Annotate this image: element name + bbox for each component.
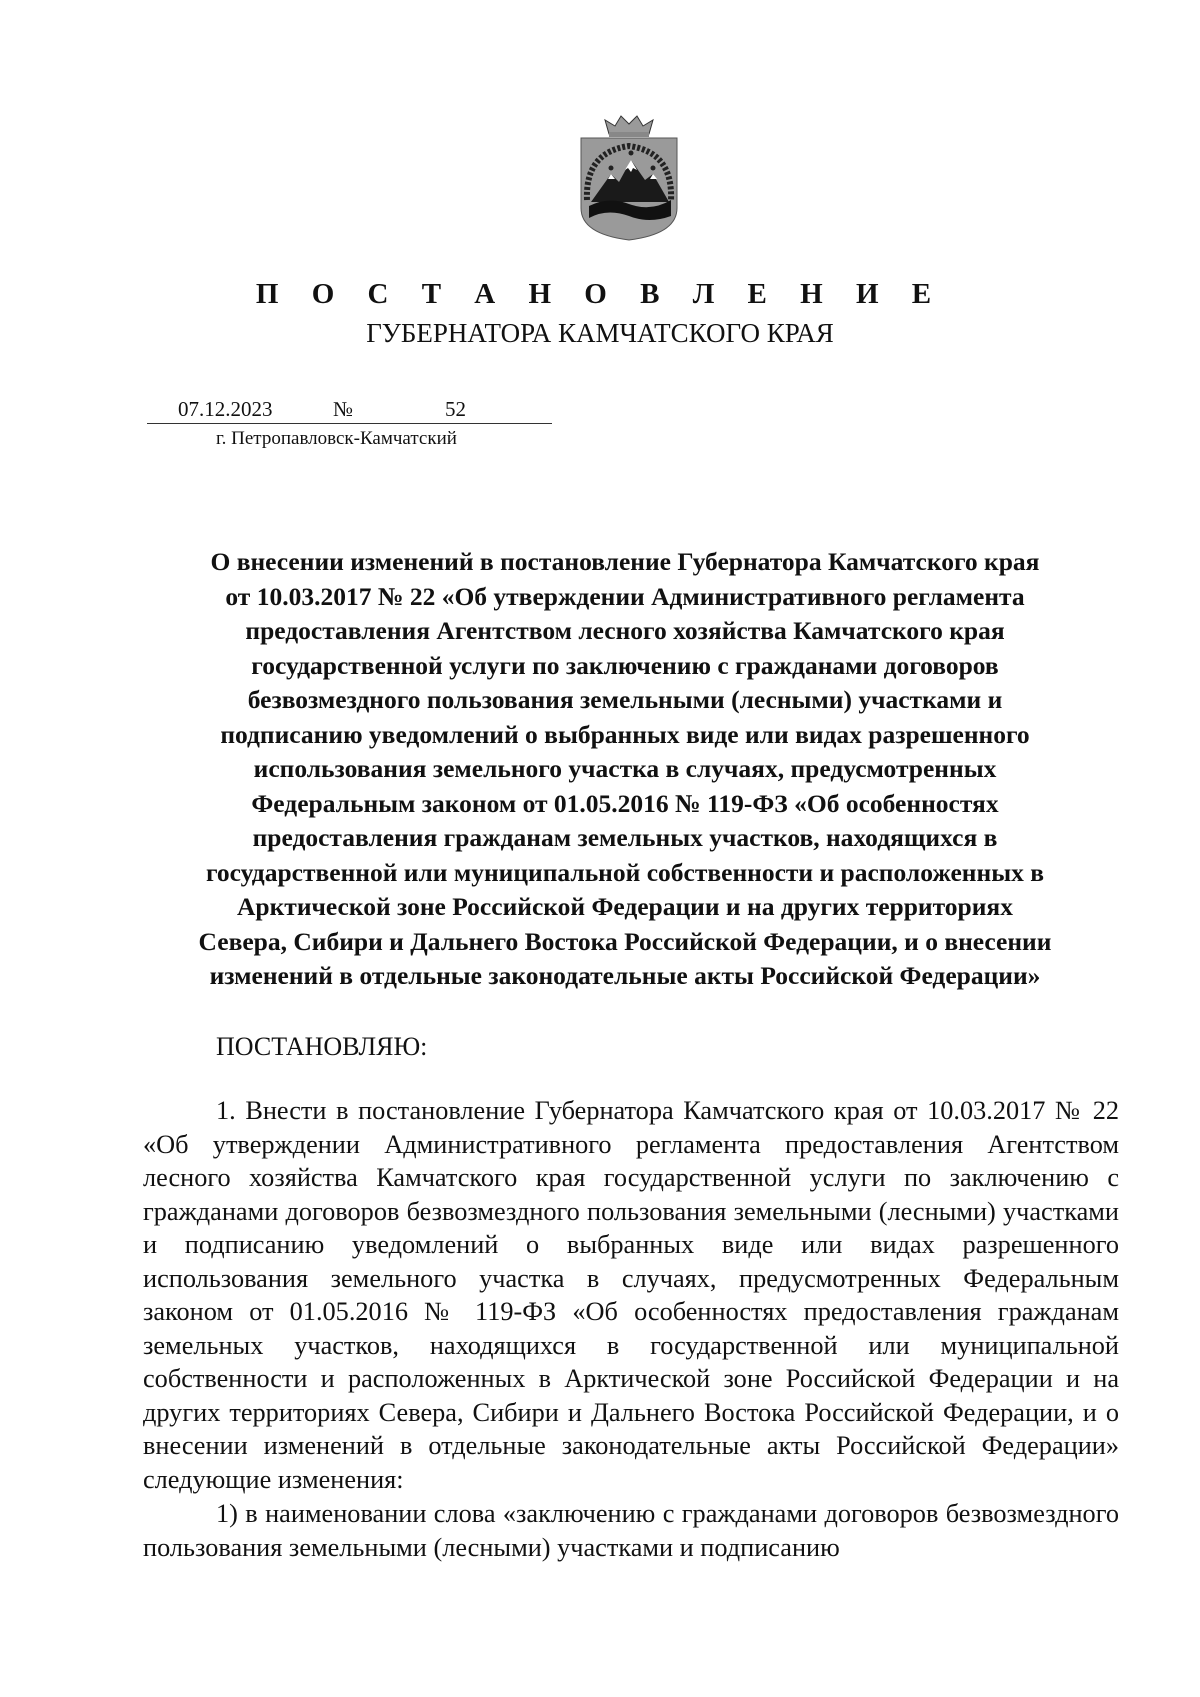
document-city: г. Петропавловск-Камчатский [216,428,457,449]
paragraph-1-1: 1) в наименовании слова «заключению с гражданами договоров безвозмездного пользования земельными (лесными) участками и подписанию [143,1499,1119,1562]
heading-line: предоставления Агентством лесного хозяйства Камчатского края [245,616,1005,645]
heading-line: подписанию уведомлений о выбранных виде или видах разрешенного [220,719,1030,749]
document-title: П О С Т А Н О В Л Е Н И Е [255,278,945,310]
number-sign: № [333,397,354,421]
heading-line: от 10.03.2017 № 22 «Об утверждении Административного регламента [225,581,1025,611]
decree-word: ПОСТАНОВЛЯЮ: [216,1032,428,1061]
heading-line: О внесении изменений в постановление Губернатора Камчатского края [210,547,1040,576]
heading-line: Севера, Сибири и Дальнего Востока Российской Федерации, и о внесении [198,926,1052,956]
coat-of-arms-emblem [575,112,683,242]
heading-line: государственной услуги по заключению с гражданами договоров [251,650,999,680]
document-heading [150,545,1100,994]
heading-line: использования земельного участка в случаях, предусмотренных [253,754,997,783]
document-number: 52 [445,397,466,421]
date-number-underline [147,423,552,424]
heading-line: Федеральным законом от 01.05.2016 № 119-ФЗ «Об особенностях [251,788,999,818]
heading-line: Арктической зоне Российской Федерации и на других территориях [237,892,1013,921]
document-issuer: ГУБЕРНАТОРА КАМЧАТСКОГО КРАЯ [366,318,834,348]
heading-line: предоставления гражданам земельных участков, находящихся в [252,823,998,852]
document-date: 07.12.2023 [178,397,273,421]
paragraph-1: 1. Внести в постановление Губернатора Камчатского края от 10.03.2017 № 22 «Об утверждении Административного регламента предоставления Агентством лесного хозяйства Камчатского края государственной услуги по заключению с гражданами договоров безвозмездного пользования земельными (лесными) участками и подписанию уведомлений о выбранных виде или видах разрешенного использования земельного участка в случаях, предусмотренных Федеральным законом от 01.05.2016 № 119-ФЗ «Об особенностях предоставления гражданам земельных участков, находящихся в государственной или муниципальной собственности и расположенных в Арктической зоне Российской Федерации и на других территориях Севера, Сибири и Дальнего Востока Российской Федерации, и о внесении изменений в отдельные законодательные акты Российской Федерации» следующие изменения: [143,1096,1119,1494]
heading-line: изменений в отдельные законодательные акты Российской Федерации» [209,961,1041,990]
heading-line: государственной или муниципальной собственности и расположенных в [205,857,1044,887]
heading-line: безвозмездного пользования земельными (лесными) участками и [247,685,1003,714]
document-body [143,1094,1119,1564]
crown-icon [605,116,653,137]
